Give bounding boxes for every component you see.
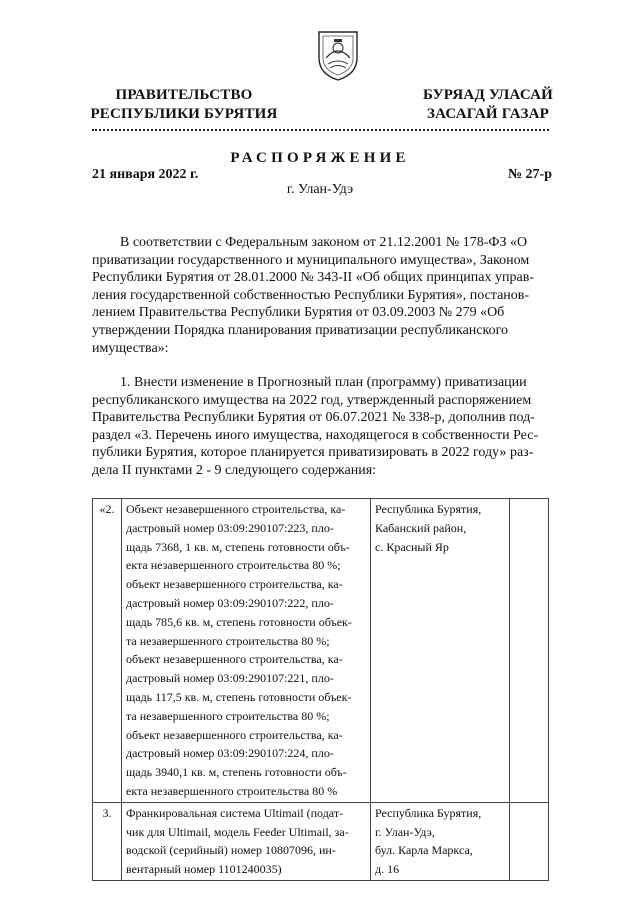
document-title: РАСПОРЯЖЕНИЕ: [230, 150, 410, 166]
government-header-ru: [88, 86, 280, 124]
cell-line: щадь 3940,1 кв. м, степень готовности объ-: [126, 765, 347, 780]
cell-line: с. Красный Яр: [375, 539, 449, 554]
header-left-line2: РЕСПУБЛИКИ БУРЯТИЯ: [90, 106, 278, 122]
cell-line: дастровый номер 03:09:290107:221, пло-: [126, 671, 334, 686]
document-city: г. Улан-Удэ: [286, 182, 354, 197]
cell-line: дастровый номер 03:09:290107:222, пло-: [126, 595, 334, 610]
cell-line: Республика Бурятия,: [375, 805, 482, 820]
row-number: 3.: [93, 802, 122, 880]
text-line: республиканского имущества на 2022 год, утвержденный распоряжением: [92, 392, 532, 408]
property-description: [122, 499, 371, 803]
document-number: № 27-р: [507, 167, 552, 182]
text-line: раздел «3. Перечень иного имущества, находящегося в собственности Рес-: [92, 427, 539, 443]
cell-line: щадь 785,6 кв. м, степень готовности объек-: [126, 614, 352, 629]
document-date: 21 января 2022 г.: [92, 167, 199, 182]
cell-line: Кабанский район,: [375, 520, 467, 535]
government-header-bua: [414, 86, 562, 124]
cell-line: та незавершенного строительства 80 %;: [126, 708, 330, 723]
header-left-line1: ПРАВИТЕЛЬСТВО: [115, 87, 253, 103]
clause-1-paragraph: [92, 374, 549, 480]
text-line: имущества»:: [92, 340, 169, 356]
preamble-paragraph: [92, 234, 549, 357]
text-line: Правительства Республики Бурятия от 06.07.2021 № 338-р, дополнив под-: [92, 410, 535, 426]
cell-line: щадь 117,5 кв. м, степень готовности объек-: [126, 689, 352, 704]
text-line: В соответствии с Федеральным законом от 21.12.2001 № 178-ФЗ «О: [92, 235, 528, 250]
header-right-line1: БУРЯАД УЛАСАЙ: [422, 87, 554, 103]
text-line: приватизации государственного и муниципального имущества», Законом: [92, 252, 530, 268]
cell-line: вентарный номер 1101240035): [126, 862, 282, 877]
cell-line: д. 16: [375, 862, 400, 877]
cell-line: екта незавершенного строительства 80 %;: [126, 558, 341, 573]
text-line: публики Бурятия, которое планируется приватизировать в 2022 году» раз-: [92, 445, 534, 461]
cell-line: Республика Бурятия,: [375, 502, 482, 516]
text-line: дела II пунктами 2 - 9 следующего содержания:: [92, 462, 377, 478]
cell-line: щадь 7368, 1 кв. м, степень готовности объ-: [126, 539, 350, 554]
property-address: [371, 499, 510, 803]
cell-line: Объект незавершенного строительства, ка-: [126, 502, 346, 516]
cell-line: г. Улан-Удэ,: [375, 824, 435, 839]
cell-line: та незавершенного строительства 80 %;: [126, 633, 330, 648]
coat-of-arms-emblem: [316, 28, 360, 82]
row-number: «2.: [93, 499, 122, 803]
text-line: утверждении Порядка планирования приватизации республиканского: [92, 322, 508, 338]
text-line: ления государственной собственностью Республики Бурятия», постанов-: [92, 287, 530, 303]
table-row: [93, 802, 549, 880]
text-line: лением Правительства Республики Бурятия от 03.09.2003 № 279 «Об: [92, 305, 505, 321]
text-line: Республики Бурятия от 28.01.2000 № 343-II «Об общих принципах управ-: [92, 270, 534, 286]
header-right-line2: ЗАСАГАЙ ГАЗАР: [427, 106, 549, 122]
cell-line: объект незавершенного строительства, ка-: [126, 652, 343, 667]
text-line: 1. Внести изменение в Прогнозный план (программу) приватизации: [92, 375, 527, 390]
table-row: [93, 499, 549, 803]
cell-line: Франкировальная система Ultimail (подат-: [126, 805, 344, 820]
cell-line: бул. Карла Маркса,: [375, 843, 473, 858]
cell-line: дастровый номер 03:09:290107:223, пло-: [126, 520, 334, 535]
cell-line: объект незавершенного строительства, ка-: [126, 577, 343, 592]
property-description: [122, 802, 371, 880]
header-divider: [92, 129, 549, 131]
empty-cell: [510, 499, 549, 803]
cell-line: водской (серийный) номер 10807096, ин-: [126, 843, 336, 858]
cell-line: чик для Ultimail, модель Feeder Ultimail, за-: [126, 824, 349, 839]
property-table: [92, 498, 549, 881]
cell-line: екта незавершенного строительства 80 %: [126, 783, 338, 798]
property-address: [371, 802, 510, 880]
cell-line: объект незавершенного строительства, ка-: [126, 727, 343, 742]
empty-cell: [510, 802, 549, 880]
cell-line: дастровый номер 03:09:290107:224, пло-: [126, 746, 334, 761]
